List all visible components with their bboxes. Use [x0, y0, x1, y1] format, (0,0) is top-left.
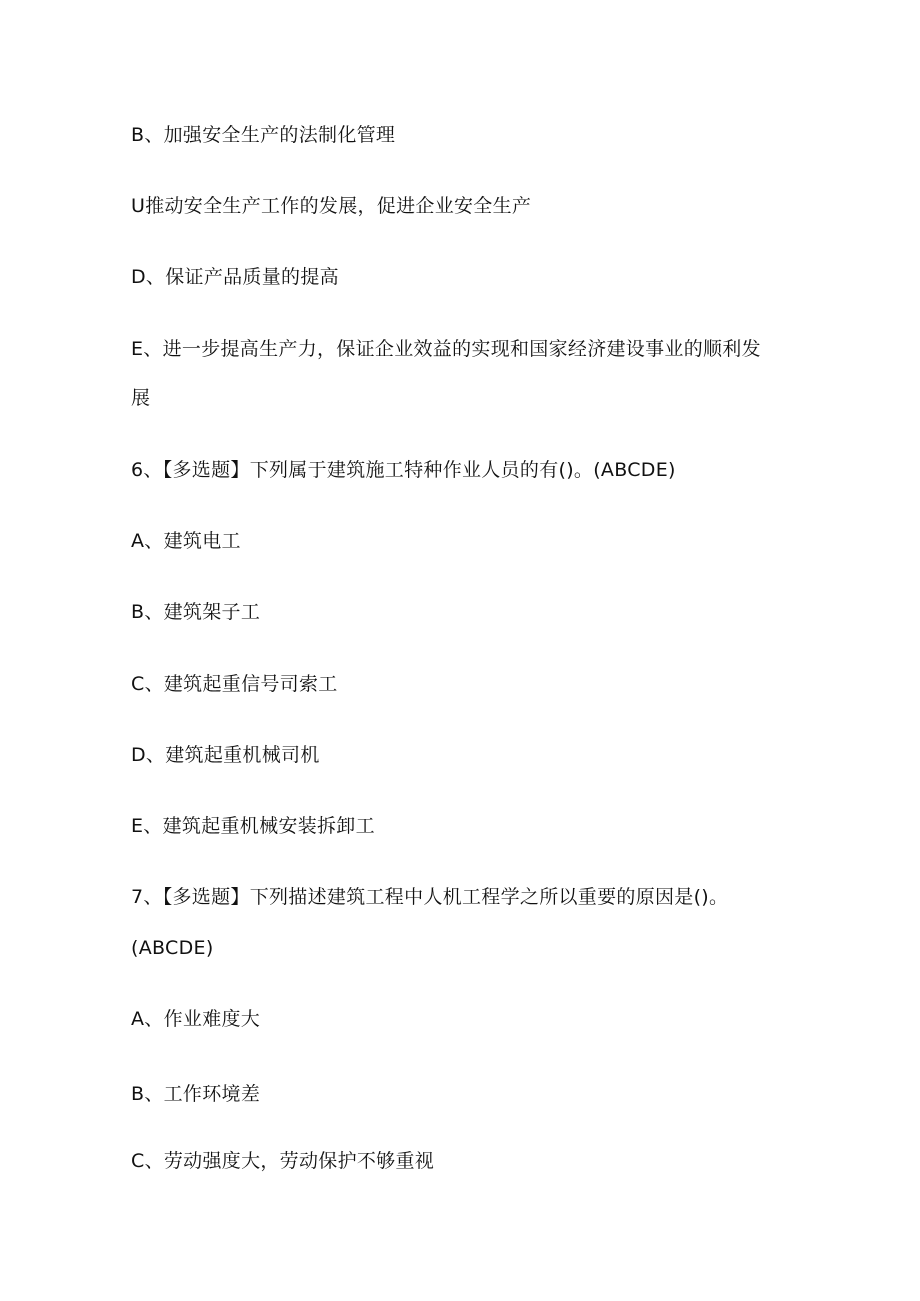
- q6-option-c: C、建筑起重信号司索工: [131, 673, 338, 695]
- q7-option-c: C、劳动强度大，劳动保护不够重视: [131, 1150, 435, 1172]
- question-6: 6、【多选题】下列属于建筑施工特种作业人员的有()。(ABCDE): [131, 459, 676, 481]
- option-d-product-quality: D、保证产品质量的提高: [131, 266, 339, 288]
- q7-option-a: A、作业难度大: [131, 1008, 261, 1030]
- q6-option-b: B、建筑架子工: [131, 601, 261, 623]
- question-7: 7、【多选题】下列描述建筑工程中人机工程学之所以重要的原因是()。: [131, 886, 729, 908]
- option-e-productivity-continued: 展: [131, 387, 151, 409]
- q7-option-b: B、工作环境差: [131, 1083, 261, 1105]
- option-c-promote-safety: U推动安全生产工作的发展，促进企业安全生产: [131, 195, 532, 217]
- q6-option-d: D、建筑起重机械司机: [131, 744, 320, 766]
- q6-option-a: A、建筑电工: [131, 530, 241, 552]
- option-b-legal-management: B、加强安全生产的法制化管理: [131, 124, 396, 146]
- question-7-answer: (ABCDE): [131, 937, 214, 959]
- q6-option-e: E、建筑起重机械安装拆卸工: [131, 815, 375, 837]
- option-e-productivity: E、进一步提高生产力，保证企业效益的实现和国家经济建设事业的顺利发: [131, 338, 761, 360]
